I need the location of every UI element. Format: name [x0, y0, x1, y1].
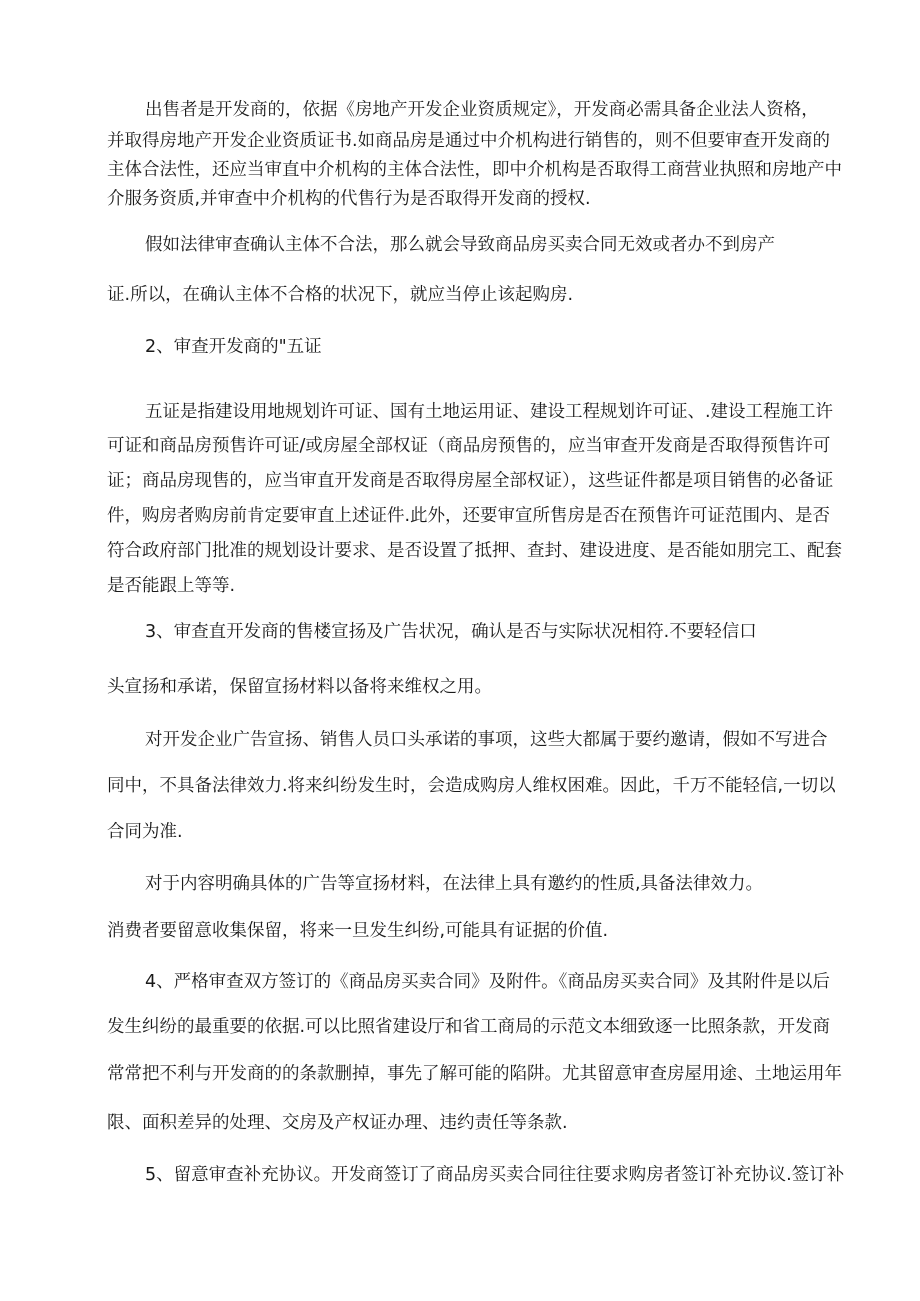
text-line: 同中，不具备法律效力.将来纠纷发生时，会造成购房人维权困难。因此，千万不能轻信,一切以	[107, 776, 836, 796]
section-heading: 4、严格审查双方签订的《商品房买卖合同》及附件。《商品房买卖合同》及其附件是以后	[145, 972, 830, 992]
text-line: 介服务资质,并审查中介机构的代售行为是否取得开发商的授权.	[107, 189, 591, 209]
section-heading: 3、审查直开发商的售楼宣扬及广告状况，确认是否与实际状况相符.不要轻信口	[145, 622, 757, 642]
text-line: 件，购房者购房前肯定要审直上述证件.此外，还要审宣所售房是否在预售许可证范围内、是否	[107, 506, 831, 526]
text-line: 主体合法性，还应当审直中介机构的主体合法性，即中介机构是否取得工商营业执照和房地产中	[107, 160, 842, 180]
text-line: 并取得房地产开发企业资质证书.如商品房是通过中介机构进行销售的，则不但要审查开发商的	[107, 131, 831, 151]
text-line: 证.所以，在确认主体不合格的状况下，就应当停止该起购房.	[107, 285, 574, 305]
text-line: 假如法律审查确认主体不合法，那么就会导致商品房买卖合同无效或者办不到房产	[145, 235, 775, 255]
text-line: 是否能跟上等等.	[107, 576, 236, 596]
text-line: 符合政府部门批准的规划设计要求、是否设置了抵押、查封、建设进度、是否能如朋完工、配套	[107, 541, 842, 561]
text-line: 常常把不利与开发商的的条款删掉，事先了解可能的陷阱。尤其留意审查房屋用途、土地运用年	[107, 1064, 842, 1084]
text-line: 五证是指建设用地规划许可证、国有土地运用证、建设工程规划许可证、.建设工程施工许	[145, 402, 834, 422]
text-line: 头宣扬和承诺，保留宣扬材料以备将来维权之用。	[107, 677, 492, 697]
section-heading: 5、留意审查补充协议。开发商签订了商品房买卖合同往往要求购房者签订补充协议.签订补	[145, 1165, 845, 1185]
text-line: 对开发企业广告宣扬、销售人员口头承诺的事项，这些大都属于要约邀请，假如不写进合	[145, 730, 828, 750]
text-line: 证；商品房现售的，应当审直开发商是否取得房屋全部权证），这些证件都是项目销售的必备证	[107, 471, 834, 491]
text-line: 对于内容明确具体的广告等宣扬材料，在法律上具有邀约的性质,具备法律效力。	[145, 874, 764, 894]
text-line: 可证和商品房预售许可证/或房屋全部权证（商品房预售的，应当审查开发商是否取得预售许可	[107, 436, 831, 456]
section-heading: 2、审查开发商的"五证	[145, 337, 322, 357]
text-line: 合同为准.	[107, 822, 183, 842]
text-line: 限、面积差异的处理、交房及产权证办理、违约责任等条款.	[107, 1113, 568, 1133]
text-line: 出售者是开发商的，依据《房地产开发企业资质规定》，开发商必需具备企业法人资格，	[145, 100, 819, 120]
text-line: 发生纠纷的最重要的依据.可以比照省建设厅和省工商局的示范文本细致逐一比照条款，开发商	[107, 1017, 831, 1037]
text-line: 消费者要留意收集保留，将来一旦发生纠纷,可能具有证据的价值.	[107, 921, 609, 941]
